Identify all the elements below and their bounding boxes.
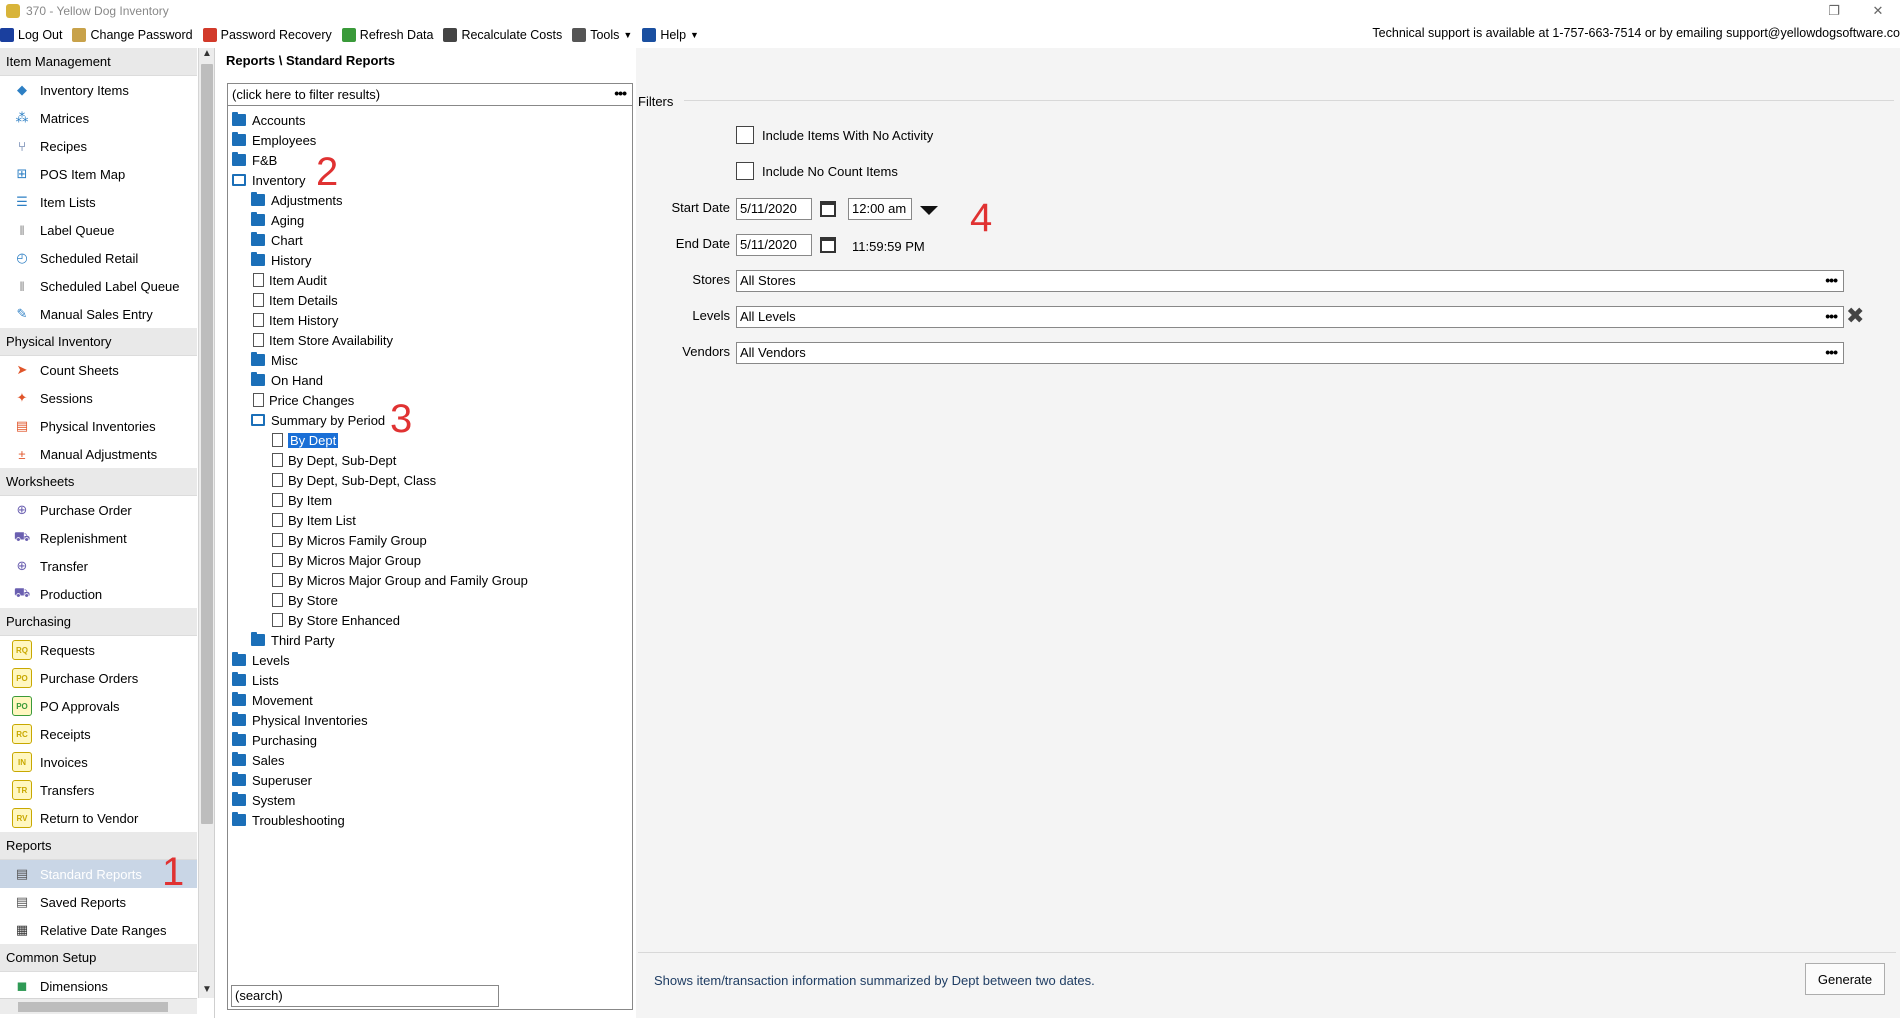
tree-report-item[interactable] — [228, 330, 632, 350]
menu-label: Help — [660, 28, 687, 42]
transfer-icon: ⊕ — [16, 558, 28, 573]
lifebuoy-icon — [203, 28, 217, 42]
tree-item-label: History — [271, 252, 312, 268]
sidebar-item-pos-item-map[interactable] — [0, 160, 197, 188]
tree-item-label: By Store Enhanced — [288, 612, 401, 628]
stores-select[interactable] — [736, 270, 1844, 292]
rq-doc-icon: RQ — [12, 640, 32, 660]
production-icon: ⛟ — [13, 585, 31, 600]
end-time-text: 11:59:59 PM — [852, 239, 925, 254]
sidebar-item-label: Recipes — [40, 138, 87, 154]
tree-item-label: By Dept, Sub-Dept, Class — [288, 472, 437, 488]
tree-report-item[interactable] — [228, 270, 632, 290]
tree-report-item[interactable] — [228, 610, 632, 630]
sidebar-item-label: POS Item Map — [40, 166, 126, 182]
po-approval-icon: PO — [12, 696, 32, 716]
tree-report-item[interactable] — [228, 430, 632, 450]
sidebar-item-scheduled-retail[interactable] — [0, 244, 197, 272]
filters-legend: Filters — [638, 94, 674, 109]
window-title: 370 - Yellow Dog Inventory — [26, 4, 169, 18]
tree-item-label: Lists — [252, 672, 279, 688]
order-worksheet-icon: ⊕ — [16, 502, 28, 517]
tree-item-label: Summary by Period — [271, 412, 386, 428]
document-icon — [253, 273, 264, 287]
tree-item-label: Price Changes — [269, 392, 355, 408]
annotation-number: 1 — [162, 850, 185, 894]
sidebar-item-label: Label Queue — [40, 222, 115, 238]
tree-report-item[interactable] — [228, 450, 632, 470]
tree-item-label: Aging — [271, 212, 305, 228]
tree-item-label: Movement — [252, 692, 313, 708]
include-no-count-checkbox[interactable] — [736, 162, 754, 180]
tree-item-label: Troubleshooting — [252, 812, 345, 828]
tree-folder-item[interactable] — [228, 150, 632, 170]
folder-icon — [251, 234, 265, 246]
sidebar-item-label: Item Lists — [40, 194, 96, 210]
folder-icon — [251, 194, 265, 206]
document-icon — [272, 493, 283, 507]
breadcrumb: Reports \ Standard Reports — [226, 53, 396, 68]
annotation-number: 2 — [316, 150, 339, 194]
sidebar-item-recipes[interactable] — [0, 132, 197, 160]
tree-item-label: On Hand — [271, 372, 324, 388]
menu-help[interactable] — [642, 28, 699, 42]
tree-folder-item[interactable] — [228, 350, 632, 370]
sidebar-item-receipts[interactable] — [0, 720, 197, 748]
folder-icon — [232, 654, 246, 666]
tree-folder-item[interactable] — [228, 170, 632, 190]
sitemap-icon: ⊞ — [16, 166, 28, 181]
refresh-icon — [342, 28, 356, 42]
rc-doc-icon: RC — [12, 724, 32, 744]
tree-report-item[interactable] — [228, 550, 632, 570]
sidebar-item-manual-sales-entry[interactable] — [0, 300, 197, 328]
chevron-down-icon: ▼ — [623, 30, 633, 40]
tree-item-label: Chart — [271, 232, 303, 248]
sidebar-item-transfers[interactable] — [0, 776, 197, 804]
sidebar-item-matrices[interactable] — [0, 104, 197, 132]
tree-folder-item[interactable] — [228, 650, 632, 670]
vendors-label: Vendors — [682, 344, 730, 359]
folder-icon — [232, 734, 246, 746]
sidebar-item-item-lists[interactable] — [0, 188, 197, 216]
sidebar-item-label: Relative Date Ranges — [40, 922, 167, 938]
tree-item-label: By Dept, Sub-Dept — [288, 452, 397, 468]
folder-icon — [232, 674, 246, 686]
tree-folder-item[interactable] — [228, 130, 632, 150]
nav-section-header: Worksheets — [0, 468, 197, 496]
menu-refresh-data[interactable] — [342, 28, 434, 42]
document-icon — [272, 553, 283, 567]
vendors-select[interactable] — [736, 342, 1844, 364]
sidebar-item-replenishment[interactable] — [0, 524, 197, 552]
more-icon[interactable]: ••• — [614, 85, 626, 101]
sidebar-item-label: Return to Vendor — [40, 810, 139, 826]
folder-icon — [232, 754, 246, 766]
tree-item-label: System — [252, 792, 296, 808]
tree-item-label: Item Details — [269, 292, 338, 308]
sidebar-item-dimensions[interactable] — [0, 972, 197, 998]
sidebar-item-label: Inventory Items — [40, 82, 129, 98]
clear-levels-icon[interactable]: ✖ — [1846, 303, 1865, 328]
tree-item-label: Misc — [271, 352, 298, 368]
folder-icon — [232, 154, 246, 166]
document-icon — [272, 473, 283, 487]
tree-report-item[interactable] — [228, 570, 632, 590]
folder-icon — [232, 714, 246, 726]
tree-item-label: By Micros Major Group — [288, 552, 421, 568]
include-no-count-checkbox-row[interactable] — [736, 162, 898, 180]
sidebar-item-label: Purchase Orders — [40, 670, 139, 686]
tree-item-label: Levels — [252, 652, 290, 668]
chevron-down-icon: ▼ — [690, 30, 699, 40]
tag-icon: ◆ — [17, 82, 27, 97]
tree-item-label: By Store — [288, 592, 338, 608]
sidebar-item-return-to-vendor[interactable] — [0, 804, 197, 832]
menu-label: Tools — [590, 28, 620, 42]
menu-recalculate-costs[interactable] — [443, 28, 562, 42]
document-icon — [272, 513, 283, 527]
more-icon[interactable]: ••• — [1825, 344, 1837, 360]
annotation-number: 3 — [390, 397, 413, 441]
nav-section-header: Physical Inventory — [0, 328, 197, 356]
nav-vertical-scrollbar[interactable] — [198, 48, 214, 998]
tree-item-label: Employees — [252, 132, 317, 148]
tree-item-label: Physical Inventories — [252, 712, 368, 728]
sidebar-item-label: PO Approvals — [40, 698, 120, 714]
folder-icon — [232, 694, 246, 706]
tree-report-item[interactable] — [228, 310, 632, 330]
sidebar-item-inventory-items[interactable] — [0, 76, 197, 104]
sidebar-item-purchase-order[interactable] — [0, 496, 197, 524]
po-doc-icon: PO — [12, 668, 32, 688]
bank-icon — [443, 28, 457, 42]
include-no-activity-label: Include Items With No Activity — [762, 127, 934, 143]
sidebar-item-label: Count Sheets — [40, 362, 119, 378]
start-time-input[interactable]: 12:00 am — [848, 198, 912, 220]
document-icon — [272, 613, 283, 627]
tree-report-item[interactable] — [228, 530, 632, 550]
tree-report-item[interactable] — [228, 510, 632, 530]
menu-label: Log Out — [18, 28, 63, 42]
tree-item-label: Third Party — [271, 632, 335, 648]
tree-folder-item[interactable] — [228, 670, 632, 690]
tree-folder-item[interactable] — [228, 630, 632, 650]
tree-folder-item[interactable] — [228, 810, 632, 830]
tree-report-item[interactable] — [228, 590, 632, 610]
nav-section-header: Reports — [0, 832, 197, 860]
document-icon — [253, 333, 264, 347]
tree-item-label: Superuser — [252, 772, 312, 788]
tree-item-label: By Micros Family Group — [288, 532, 427, 548]
stores-value: All Stores — [740, 273, 796, 288]
sidebar-item-count-sheets[interactable] — [0, 356, 197, 384]
tree-folder-item[interactable] — [228, 710, 632, 730]
saved-report-icon: ▤ — [15, 894, 29, 909]
close-window-icon[interactable]: ✕ — [1872, 3, 1884, 18]
tree-report-item[interactable] — [228, 490, 632, 510]
menu-label: Refresh Data — [359, 28, 434, 42]
start-time-dropdown-icon[interactable] — [920, 206, 938, 215]
tree-item-label: By Item — [288, 492, 333, 508]
sidebar-item-invoices[interactable] — [0, 748, 197, 776]
tree-item-label: Adjustments — [271, 192, 343, 208]
menu-log-out[interactable] — [0, 28, 62, 42]
sidebar-item-purchase-orders[interactable] — [0, 664, 197, 692]
sidebar-item-label: Production — [40, 586, 103, 602]
tree-item-label: Item Store Availability — [269, 332, 394, 348]
tree-filter-input[interactable] — [228, 84, 632, 106]
folder-icon — [232, 134, 246, 146]
tree-folder-item[interactable] — [228, 790, 632, 810]
sidebar-item-relative-date-ranges[interactable] — [0, 916, 197, 944]
key-icon — [72, 28, 86, 42]
filters-divider — [684, 100, 1894, 101]
end-date-label: End Date — [675, 236, 730, 251]
folder-icon — [251, 254, 265, 266]
footer-divider — [638, 952, 1896, 953]
nav-section-header: Item Management — [0, 48, 197, 76]
sidebar-item-scheduled-label-queue[interactable] — [0, 272, 197, 300]
document-icon — [272, 433, 283, 447]
folder-open-icon — [251, 414, 265, 426]
sidebar-item-label: Transfer — [40, 558, 88, 574]
document-icon — [272, 533, 283, 547]
report-tree — [228, 110, 632, 830]
folder-icon — [232, 794, 246, 806]
report-parameters-panel — [636, 48, 1900, 1018]
document-icon — [253, 293, 264, 307]
tr-doc-icon: TR — [12, 780, 32, 800]
barcode-icon: ‖ — [19, 278, 25, 294]
document-icon — [253, 313, 264, 327]
folder-icon — [232, 774, 246, 786]
tree-item-label: By Dept — [290, 432, 337, 448]
sidebar-item-label: Manual Sales Entry — [40, 306, 153, 322]
tree-item-label: Purchasing — [252, 732, 318, 748]
menu-password-recovery[interactable] — [203, 28, 332, 42]
levels-value: All Levels — [740, 309, 796, 324]
scroll-down-icon[interactable]: ▼ — [202, 984, 212, 995]
session-icon: ✦ — [16, 390, 28, 405]
sidebar-item-manual-adjustments[interactable] — [0, 440, 197, 468]
tree-item-label: F&B — [252, 152, 278, 168]
document-icon — [272, 593, 283, 607]
tree-folder-item[interactable] — [228, 110, 632, 130]
sidebar-item-po-approvals[interactable] — [0, 692, 197, 720]
list-icon: ☰ — [16, 194, 28, 209]
tree-item-label: Accounts — [252, 112, 306, 128]
tree-item-label: By Item List — [288, 512, 356, 528]
in-doc-icon: IN — [12, 752, 32, 772]
start-date-calendar-icon[interactable] — [820, 201, 836, 217]
clock-icon: ◴ — [16, 250, 28, 265]
tree-item-label: Item History — [269, 312, 339, 328]
annotation-number: 4 — [970, 196, 993, 240]
document-icon — [272, 453, 283, 467]
tree-folder-item[interactable] — [228, 690, 632, 710]
sidebar-item-label: Transfers — [40, 782, 95, 798]
sidebar-item-sessions[interactable] — [0, 384, 197, 412]
matrix-icon: ⁂ — [15, 110, 29, 125]
title-bar — [0, 0, 1900, 22]
wrench-icon — [572, 28, 586, 42]
tree-folder-item[interactable] — [228, 770, 632, 790]
vendors-value: All Vendors — [740, 345, 806, 360]
app-logo-icon — [6, 4, 20, 18]
sidebar-item-requests[interactable] — [0, 636, 197, 664]
end-date-calendar-icon[interactable] — [820, 237, 836, 253]
document-icon — [253, 393, 264, 407]
sidebar-item-label: Receipts — [40, 726, 91, 742]
tree-folder-item[interactable] — [228, 410, 632, 430]
logout-icon — [0, 28, 14, 42]
sidebar-item-label: Invoices — [40, 754, 88, 770]
include-no-activity-checkbox[interactable] — [736, 126, 754, 144]
menu-label: Change Password — [90, 28, 193, 42]
include-no-count-label: Include No Count Items — [762, 163, 898, 179]
more-icon[interactable]: ••• — [1825, 272, 1837, 288]
document-icon — [272, 573, 283, 587]
sidebar-item-label: Saved Reports — [40, 894, 126, 910]
nav-horizontal-scrollbar[interactable] — [0, 998, 197, 1014]
sidebar-item-label: Sessions — [40, 390, 93, 406]
folder-icon — [251, 374, 265, 386]
tree-report-item[interactable] — [228, 290, 632, 310]
scroll-thumb[interactable] — [18, 1002, 168, 1012]
sidebar-item-label-queue[interactable] — [0, 216, 197, 244]
documents-icon: ▤ — [15, 418, 29, 433]
sidebar-item-label: Matrices — [40, 110, 90, 126]
rv-doc-icon: RV — [12, 808, 32, 828]
utensils-icon: ⑂ — [18, 138, 26, 154]
tree-folder-item[interactable] — [228, 750, 632, 770]
menu-change-password[interactable] — [72, 28, 192, 42]
tree-report-item[interactable] — [228, 470, 632, 490]
calendar-icon: ▦ — [15, 922, 29, 937]
tree-search-input[interactable]: (search) — [231, 985, 499, 1007]
folder-icon — [251, 214, 265, 226]
tree-folder-item[interactable] — [228, 370, 632, 390]
sidebar-item-label: Purchase Order — [40, 502, 132, 518]
sidebar-item-label: Manual Adjustments — [40, 446, 158, 462]
tree-folder-item[interactable] — [228, 230, 632, 250]
tree-folder-item[interactable] — [228, 250, 632, 270]
count-sheet-icon: ➤ — [16, 362, 28, 377]
tree-folder-item[interactable] — [228, 730, 632, 750]
nav-section-header: Common Setup — [0, 944, 197, 972]
sidebar-item-label: Scheduled Retail — [40, 250, 139, 266]
menu-label: Password Recovery — [220, 28, 332, 42]
sidebar-item-label: Physical Inventories — [40, 418, 156, 434]
folder-icon — [232, 814, 246, 826]
tree-folder-item[interactable] — [228, 190, 632, 210]
scroll-thumb[interactable] — [201, 64, 213, 824]
sidebar-item-transfer[interactable] — [0, 552, 197, 580]
report-tree-panel — [227, 83, 633, 1010]
sidebar-item-physical-inventories[interactable] — [0, 412, 197, 440]
levels-select[interactable] — [736, 306, 1844, 328]
report-description: Shows item/transaction information summarized by Dept between two dates. — [654, 973, 1095, 988]
sidebar-item-label: Scheduled Label Queue — [40, 278, 180, 294]
edit-icon: ✎ — [16, 306, 28, 321]
generate-button[interactable]: Generate — [1805, 963, 1885, 995]
report-icon: ▤ — [15, 866, 29, 881]
folder-icon — [251, 354, 265, 366]
tree-item-label: Inventory — [252, 172, 306, 188]
start-date-label: Start Date — [671, 200, 730, 215]
help-icon — [642, 28, 656, 42]
truck-icon: ⛟ — [13, 529, 31, 544]
folder-icon — [232, 114, 246, 126]
nav-section-header: Purchasing — [0, 608, 197, 636]
include-no-activity-checkbox-row[interactable] — [736, 126, 933, 144]
cube-icon: ◼ — [16, 978, 28, 993]
stores-label: Stores — [692, 272, 730, 287]
tree-item-label: Sales — [252, 752, 285, 768]
restore-window-icon[interactable]: ❐ — [1828, 3, 1840, 18]
more-icon[interactable]: ••• — [1825, 308, 1837, 324]
scroll-up-icon[interactable]: ▲ — [202, 48, 212, 59]
start-date-input[interactable]: 5/11/2020 — [736, 198, 812, 220]
menu-tools[interactable] — [572, 28, 632, 42]
support-text: Technical support is available at 1-757-663-7514 or by emailing support@yellowdogsoftware.co — [1372, 26, 1900, 40]
barcode-icon: ‖ — [19, 222, 25, 238]
sidebar-item-production[interactable] — [0, 580, 197, 608]
menu-label: Recalculate Costs — [461, 28, 563, 42]
tree-item-label: Item Audit — [269, 272, 327, 288]
tree-item-label: By Micros Major Group and Family Group — [288, 572, 528, 588]
tree-report-item[interactable] — [228, 390, 632, 410]
sidebar-item-label: Replenishment — [40, 530, 127, 546]
end-date-input[interactable]: 5/11/2020 — [736, 234, 812, 256]
tree-folder-item[interactable] — [228, 210, 632, 230]
sidebar-item-label: Requests — [40, 642, 95, 658]
tree-filter-placeholder: (click here to filter results) — [232, 87, 381, 102]
folder-open-icon — [232, 174, 246, 186]
sidebar-item-label: Dimensions — [40, 978, 108, 994]
plus-minus-icon: ± — [18, 446, 26, 462]
folder-icon — [251, 634, 265, 646]
sidebar-item-label: Standard Reports — [40, 866, 142, 882]
levels-label: Levels — [692, 308, 730, 323]
